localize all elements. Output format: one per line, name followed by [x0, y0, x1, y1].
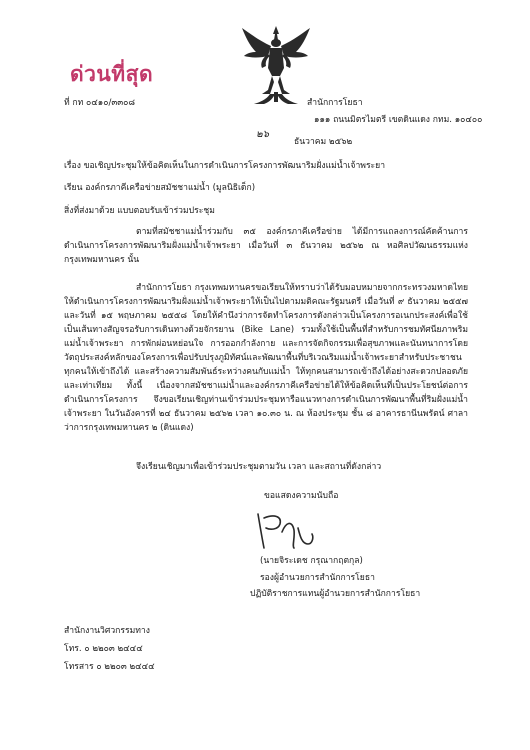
telephone-number: โทร. ๐ ๒๒๐๓ ๒๔๔๔ — [64, 644, 143, 654]
recipient-line: เรียน องค์กรภาคีเครือข่ายสมัชชาแม่น้ำ (มูลนิธิเด็ก) — [64, 183, 256, 193]
body-paragraph-1: ตามที่สมัชชาแม่น้ำร่วมกับ ๓๕ องค์กรภาคีเครือข่าย ได้มีการแถลงการณ์คัดค้านการดำเนินการโครงการพัฒนาริมฝั่งแม่น้ำเจ้าพระยา เมื่อวันที่ ๓ ธันวาคม ๒๕๖๒ ณ หอศิลปวัฒนธรรมแห่งกรุงเทพมหานคร นั้น — [64, 227, 468, 265]
enclosure-line: สิ่งที่ส่งมาด้วย แบบตอบรับเข้าร่วมประชุม — [64, 206, 215, 216]
office-name: สำนักการโยธา — [307, 98, 363, 108]
letter-date: ธันวาคม ๒๕๖๒ — [294, 137, 353, 147]
date-day-handwritten: ๒๖ — [256, 129, 269, 140]
signatory-name: (นายจิระเดช กรุณากฤตกุล) — [260, 556, 363, 566]
subject-line: เรื่อง ขอเชิญประชุมให้ข้อคิดเห็นในการดำเนินการโครงการพัฒนาริมฝั่งแม่น้ำเจ้าพระยา — [64, 161, 386, 171]
document-number: ที่ กท ๐๔๑๐/๓๓๐๘ — [64, 98, 135, 108]
body-paragraph-2: สำนักการโยธา กรุงเทพมหานครขอเรียนให้ทราบว่าได้รับมอบหมายจากกระทรวงมหาดไทยให้ดำเนินการโครงการพัฒนาริมฝั่งแม่น้ำเจ้าพระยาให้เป็นไปตามมติคณะรัฐมนตรี เมื่อวันที่ ๙ ธันวาคม ๒๕๕๗ และวันที่ ๑๕ พฤษภาคม ๒๕๕๘ โดยให้คำนึงว่าการจัดทำโครงการดังกล่าวเป็นโครงการอเนกประสงค์เพื่อใช้เป็นเส้นทางสัญจรอรับการเดินทางด้วยจักรยาน (Bike Lane) รวมทั้งใช้เป็นพื้นที่สำหรับการชมทัศนียภาพริมแม่น้ำเจ้าพระยา การพักผ่อนหย่อนใจ การออกกำลังกาย และการจัดกิจกรรมเพื่อสุขภาพและนันทนาการโดยวัตถุประสงค์หลักของโครงการเพื่อปรับปรุงภูมิทัศน์และพัฒนาพื้นที่บริเวณริมแม่น้ำเจ้าพระยาสำหรับประชาชนทุกคนให้เข้าถึงได้ และสร้างความสัมพันธ์ระหว่างคนกับแม่น้ำ ให้ทุกคนสามารถเข้าถึงได้อย่างสะดวกปลอดภัย และเท่าเทียม ทั้งนี้ เนื่องจากสมัชชาแม่น้ำและองค์กรภาคีเครือข่ายได้ให้ข้อคิดเห็นที่เป็นประโยชน์ต่อการดำเนินการโครงการ จึงขอเรียนเชิญท่านเข้าร่วมประชุมหารือแนวทางการดำเนินการพัฒนาพื้นที่ริมฝั่งแม่น้ำเจ้าพระยา ในวันอังคารที่ ๒๔ ธันวาคม ๒๕๖๒ เวลา ๑๐.๓๐ น. ณ ห้องประชุม ชั้น ๘ อาคารธานีนพรัตน์ ศาลาว่าการกรุงเทพมหานคร ๒ (ดินแดง) — [64, 283, 468, 433]
garuda-emblem — [240, 24, 312, 106]
closing-phrase: ขอแสดงความนับถือ — [264, 491, 339, 501]
signatory-title: รองผู้อำนวยการสำนักการโยธา — [260, 573, 375, 583]
handwritten-signature — [252, 508, 318, 554]
department-name: สำนักงานวิศวกรรมทาง — [64, 626, 150, 636]
body-paragraph-3: จึงเรียนเชิญมาเพื่อเข้าร่วมประชุมตามวัน เวลา และสถานที่ดังกล่าว — [136, 462, 382, 472]
office-address: ๑๑๑ ถนนมิตรไมตรี เขตดินแดง กทม. ๑๐๔๐๐ — [314, 115, 483, 125]
urgency-stamp: ด่วนที่สุด — [70, 62, 154, 86]
fax-number: โทรสาร ๐ ๒๒๐๓ ๒๔๔๔ — [64, 662, 155, 672]
signatory-acting-title: ปฏิบัติราชการแทนผู้อำนวยการสำนักการโยธา — [250, 589, 421, 599]
